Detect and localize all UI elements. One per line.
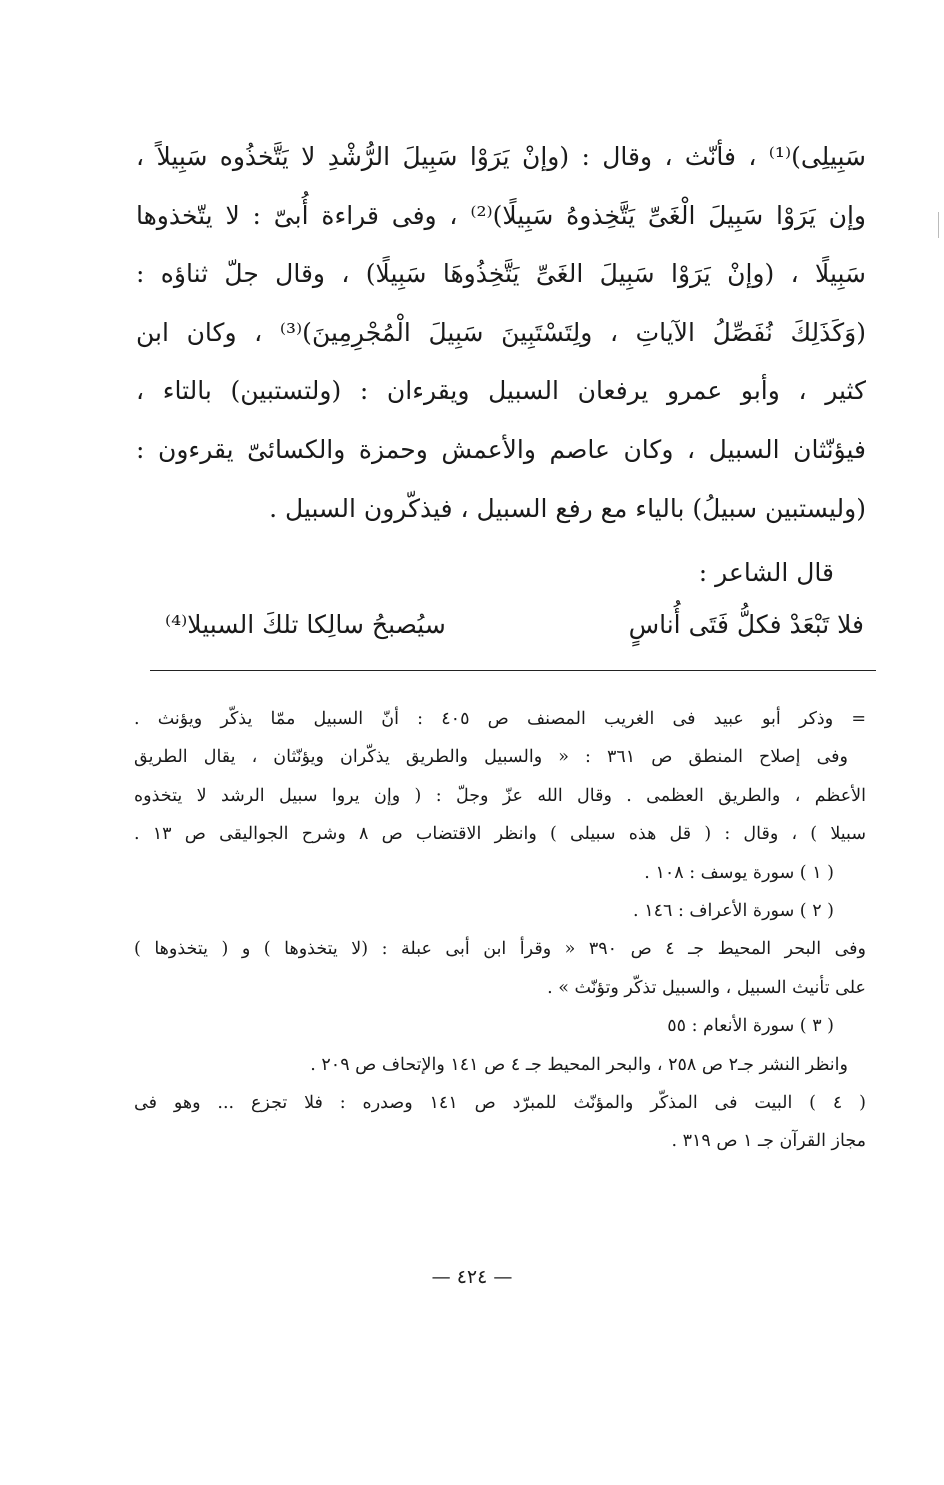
scan-margin-mark [938,212,939,238]
footnote-line: ( ٣ ) سورة الأنعام : ٥٥ [667,1016,834,1037]
main-text [136,128,866,538]
footnote-line: ( ٢ ) سورة الأعراف : ١٤٦ . [633,900,834,921]
main-text-line: سَبِيلِى)⁽¹⁾ ، فأنّث ، وقال : (وإنْ يَرَوْا سَبِيلَ الرُّشْدِ لا يَتَّخذُوه سَبِيلاً ، [136,142,866,171]
footnote-line: على تأنيث السبيل ، والسبيل تذكّر وتؤنّث » . [547,977,866,998]
footnote-line: ( ١ ) سورة يوسف : ١٠٨ . [644,862,834,883]
footnotes [134,700,866,1161]
footnote-line: وفى إصلاح المنطق ص ٣٦١ : « والسبيل والطريق يذكّران ويؤنّثان ، يقال الطريق [134,747,848,768]
footnote-line: مجاز القرآن جـ ١ ص ٣١٩ . [671,1131,866,1152]
main-text-line: كثير ، وأبو عمرو يرفعان السبيل ويقرءان : (ولتستبين) بالتاء ، [136,376,866,406]
verse-first-hemistich: فلا تَبْعَدْ فكلُّ فَتَى أُناسٍ [628,610,864,639]
footnote-line: سبيلا ) ، وقال : ( قل هذه سبيلى ) وانظر الاقتضاب ص ٨ وشرح الجواليقى ص ١٣ . [134,824,866,845]
footnote-line: الأعظم ، والطريق العظمى . وقال الله عزّ وجلّ : ( وإن يروا سبيل الرشد لا يتخذوه [134,785,866,806]
main-text-line: (وَكَذَلِكَ نُفَصِّلُ الآياتِ ، ولِتَسْتَبِينَ سَبِيلَ الْمُجْرِمِينَ)⁽³⁾ ، وكان ابن [136,317,866,347]
poet-intro: قال الشاعر : [698,558,834,587]
main-text-line: سَبِيلًا ، (وإنْ يَرَوْا سَبِيلَ الغَىِّ يَتَّخِذُوهَا سَبِيلًا) ، وقال جلّ ثناؤه : [136,259,866,289]
footnote-line: وفى البحر المحيط جـ ٤ ص ٣٩٠ « وقرأ ابن أبى عبلة : (لا يتخذوها ) و ( يتخذوها ) [134,939,866,960]
main-text-line: فيؤنّثان السبيل ، وكان عاصم والأعمش وحمزة والكسائىّ يقرءون : [136,434,866,464]
footnote-line: وانظر النشر جـ٢ ص ٢٥٨ ، والبحر المحيط جـ ٤ ص ١٤١ والإتحاف ص ٢٠٩ . [310,1054,848,1075]
verse-second-hemistich: سيُصبحُ سالِكا تلكَ السبيلا⁽⁴⁾ [165,610,446,639]
footnote-line: ( ٤ ) البيت فى المذكّر والمؤنّث للمبرّد ص ١٤١ وصدره : فلا تجزع ... وهو فى [134,1092,866,1113]
main-text-line: وإن يَرَوْا سَبِيلَ الْغَىِّ يَتَّخِذوهُ سَبِيلًا)⁽²⁾ ، وفى قراءة أُبىّ : لا يتّخذوها [136,200,866,230]
footnote-line: = وذكر أبو عبيد فى الغريب المصنف ص ٤٠٥ : أنّ السبيل ممّا يذكّر ويؤنث . [134,709,866,729]
page-number: — ٤٢٤ — [431,1266,513,1288]
footnote-divider [150,670,876,671]
main-text-line: (وليستبين سبيلُ) بالياء مع رفع السبيل ، فيذكّرون السبيل . [269,493,866,523]
